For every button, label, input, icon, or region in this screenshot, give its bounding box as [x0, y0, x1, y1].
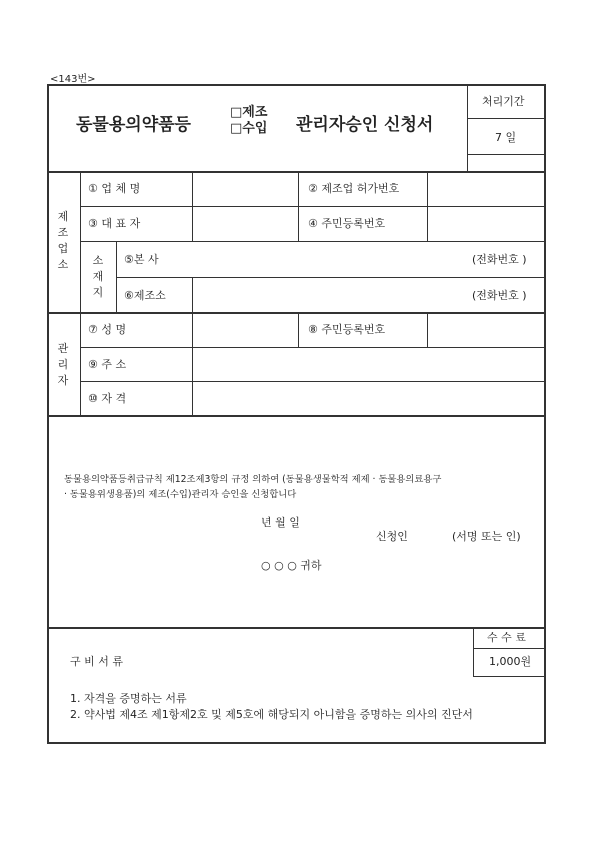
statement-line-1: 동물용의약품등취급규칙 제12조제3항의 규정 의하여 (동물용생물학적 제제 · 동물용의료용구 — [64, 474, 442, 485]
required-document-2: 2. 약사법 제4조 제1항제2호 및 제5호에 해당되지 아니함을 증명하는 의사의 진단서 — [70, 708, 473, 721]
processing-box-left — [467, 85, 468, 171]
signature-note: (서명 또는 인) — [452, 530, 521, 543]
form-number: <143번> — [50, 74, 96, 85]
col-divider — [192, 277, 193, 312]
row-divider — [80, 206, 546, 207]
label-manager-qualification: ⑩ 자 격 — [88, 392, 127, 405]
label-manager-resident-number: ⑧ 주민등록번호 — [308, 323, 386, 336]
section-label-business: 제 조 업 소 — [57, 210, 69, 271]
checkbox-import[interactable]: □수입 — [230, 121, 268, 136]
head-office-phone: (전화번호 ) — [472, 253, 527, 266]
fee-value: 1,000원 — [489, 655, 532, 668]
label-factory: ⑥제조소 — [124, 289, 166, 302]
col-divider — [298, 312, 299, 347]
fee-box-bottom — [473, 676, 546, 677]
section-label-column — [80, 171, 81, 415]
header-divider — [47, 171, 546, 173]
date-line: 년 월 일 — [261, 516, 300, 529]
col-divider — [298, 171, 299, 241]
col-divider — [192, 312, 193, 415]
label-representative: ③ 대 표 자 — [88, 217, 141, 230]
row-divider — [80, 347, 546, 348]
label-business-name: ① 업 체 명 — [88, 182, 141, 195]
addressee: ○ ○ ○ 귀하 — [261, 559, 322, 572]
row-divider — [116, 277, 546, 278]
section-divider — [47, 415, 546, 417]
section-divider — [47, 627, 546, 629]
label-head-office: ⑤본 사 — [124, 253, 159, 266]
row-divider — [80, 241, 546, 242]
label-manager-name: ⑦ 성 명 — [88, 323, 127, 336]
processing-box-bottom — [467, 154, 546, 155]
processing-box-divider — [467, 118, 546, 119]
label-manager-address: ⑨ 주 소 — [88, 358, 127, 371]
label-license-number: ② 제조업 허가번호 — [308, 182, 400, 195]
col-divider — [192, 171, 193, 241]
col-divider — [427, 312, 428, 347]
factory-phone: (전화번호 ) — [472, 289, 527, 302]
checkbox-manufacture[interactable]: □제조 — [230, 105, 268, 120]
form-title-left: 동물용의약품등 — [76, 115, 191, 135]
required-document-1: 1. 자격을 증명하는 서류 — [70, 692, 187, 705]
label-location: 소 재 지 — [92, 254, 104, 299]
section-label-manager: 관 리 자 — [57, 342, 69, 387]
form-title-right: 관리자승인 신청서 — [296, 115, 434, 135]
fee-label: 수 수 료 — [487, 631, 526, 644]
row-divider — [80, 381, 546, 382]
fee-box-divider — [473, 648, 546, 649]
statement-line-2: · 동물용위생용품)의 제조(수입)관리자 승인을 신청합니다 — [64, 489, 297, 500]
col-divider — [427, 171, 428, 241]
processing-period-value: 7 일 — [495, 131, 517, 144]
processing-period-label: 처리기간 — [482, 95, 525, 108]
fee-box-left — [473, 627, 474, 676]
applicant-label: 신청인 — [376, 530, 408, 543]
section-divider — [47, 312, 546, 314]
label-resident-number: ④ 주민등록번호 — [308, 217, 386, 230]
required-documents-label: 구 비 서 류 — [70, 655, 123, 668]
